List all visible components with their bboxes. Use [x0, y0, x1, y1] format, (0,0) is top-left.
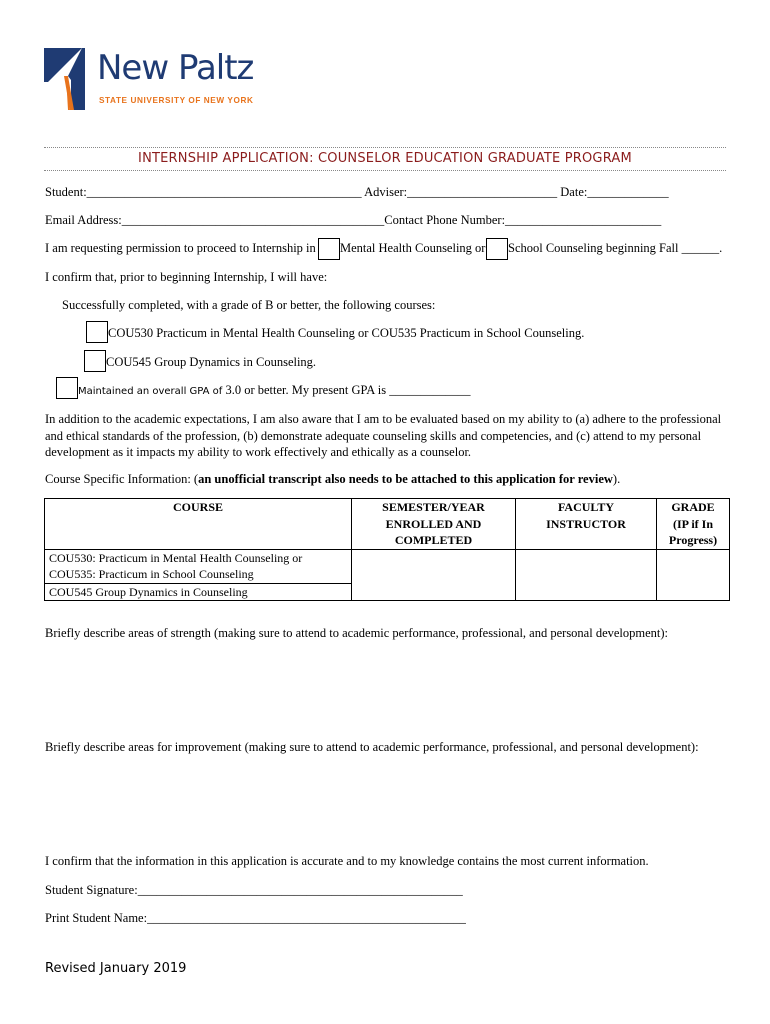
request-text-post[interactable]: School Counseling beginning Fall ______. — [508, 241, 723, 255]
header-semester — [352, 499, 516, 550]
gpa-label-rest: 3.0 or better. My present GPA is _____________ — [225, 383, 471, 397]
cou530-checkbox[interactable] — [86, 321, 108, 343]
student-signature-line[interactable]: Student Signature:____________________________________________________ — [45, 883, 463, 897]
header-semester-line: SEMESTER/YEAR — [382, 500, 485, 514]
cou545-checkbox[interactable] — [84, 350, 106, 372]
header-semester-line: ENROLLED AND — [385, 516, 482, 531]
print-name-line[interactable]: Print Student Name:___________________________________________________ — [45, 911, 466, 925]
strength-prompt: Briefly describe areas of strength (making sure to attend to academic performance, professional, and personal development): — [45, 626, 669, 640]
student-adviser-date-line[interactable]: Student:____________________________________________ Adviser:________________________ Date:_____________ — [45, 185, 669, 199]
mental-health-checkbox[interactable] — [318, 238, 340, 260]
logo-subtitle: STATE UNIVERSITY OF NEW YORK — [99, 96, 254, 105]
header-grade-line: (IP if In — [672, 516, 713, 531]
header-faculty-line: FACULTY — [557, 500, 614, 514]
title-rule-top — [44, 147, 726, 148]
semester-cell[interactable] — [352, 549, 516, 601]
course-info-line — [45, 472, 620, 487]
request-text-mid: Mental Health Counseling or — [340, 241, 486, 255]
school-counseling-checkbox[interactable] — [486, 238, 508, 260]
evaluation-paragraph: In addition to the academic expectations, I am also aware that I am to be evaluated based on my ability to (a) adhere to the professional and ethical standards of the profession, (b) demonstrate adequate counseling skills and competencies, and (c) attend to my personal development as it impacts my ability to work effectively and ethically as a counselor. — [45, 412, 722, 459]
cou530-label: COU530 Practicum in Mental Health Counseling or COU535 Practicum in School Counseling. — [108, 326, 585, 340]
header-grade-line: GRADE — [671, 500, 715, 514]
header-course: COURSE — [45, 499, 352, 550]
logo-mark-icon — [44, 46, 94, 112]
logo-wordmark: New Paltz — [97, 48, 254, 88]
faculty-cell[interactable] — [516, 549, 657, 601]
row1-course — [45, 549, 352, 583]
row1-course-line: COU530: Practicum in Mental Health Counseling or — [49, 550, 303, 565]
header-semester-line: COMPLETED — [394, 533, 473, 547]
revised-date: Revised January 2019 — [45, 961, 187, 976]
grade-cell[interactable] — [657, 549, 730, 601]
title-rule-bottom — [44, 170, 726, 171]
request-text-pre: I am requesting permission to proceed to Internship in — [45, 241, 316, 255]
cou545-label: COU545 Group Dynamics in Counseling. — [106, 355, 317, 369]
course-info-suffix: ). — [612, 472, 621, 486]
row1-course-line: COU535: Practicum in School Counseling — [49, 567, 254, 581]
header-grade-line: Progress) — [668, 533, 718, 547]
table-row — [45, 549, 730, 583]
gpa-checkbox[interactable] — [56, 377, 78, 399]
final-confirm: I confirm that the information in this application is accurate and to my knowledge contains the most current information. — [45, 854, 649, 868]
header-faculty — [516, 499, 657, 550]
table-header-row — [45, 499, 730, 550]
page-title: INTERNSHIP APPLICATION: COUNSELOR EDUCATION GRADUATE PROGRAM — [138, 151, 632, 166]
gpa-label[interactable] — [78, 383, 470, 398]
improvement-prompt: Briefly describe areas for improvement (making sure to attend to academic performance, professional, and personal development): — [45, 740, 699, 754]
course-info-prefix: Course Specific Information: ( — [45, 472, 199, 486]
course-table — [44, 498, 730, 601]
email-phone-line[interactable]: Email Address:__________________________________________Contact Phone Number:_________________________ — [45, 213, 662, 227]
confirm-intro: I confirm that, prior to beginning Internship, I will have: — [45, 270, 328, 284]
course-info-bold: an unofficial transcript also needs to be attached to this application for review — [198, 472, 613, 486]
new-paltz-logo — [44, 46, 284, 116]
row2-course: COU545 Group Dynamics in Counseling — [45, 583, 352, 601]
gpa-label-prefix: Maintained an overall GPA of — [78, 386, 223, 397]
header-faculty-line: INSTRUCTOR — [546, 516, 626, 531]
header-grade — [657, 499, 730, 550]
courses-intro: Successfully completed, with a grade of B or better, the following courses: — [62, 298, 436, 312]
